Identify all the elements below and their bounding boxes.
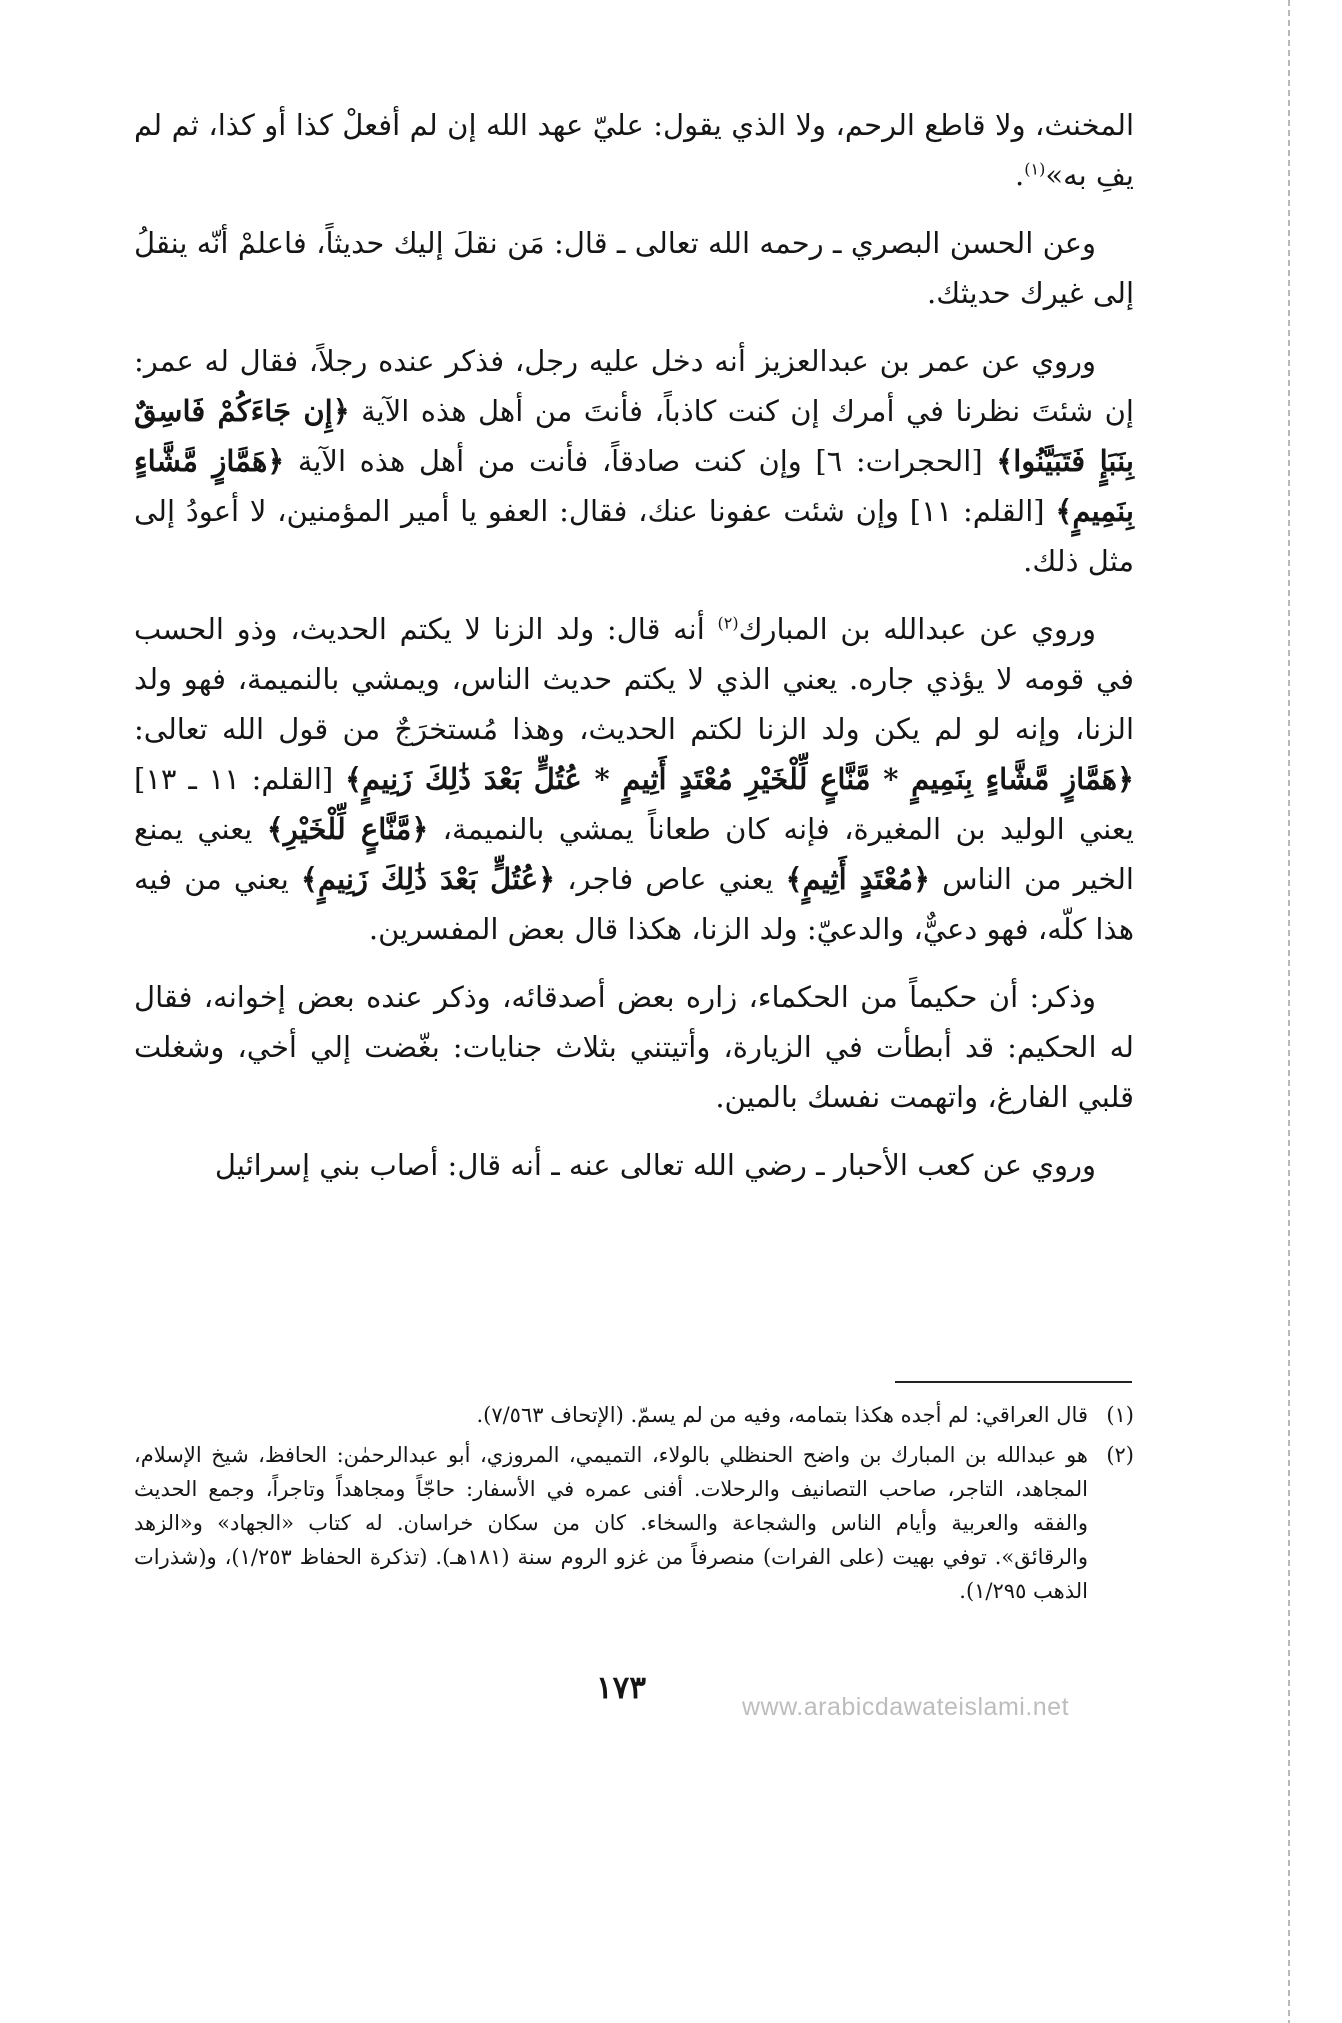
quran-verse: ﴿هَمَّازٍ مَّشَّاءٍ بِنَمِيمٍ﴾ bbox=[134, 444, 1134, 528]
paragraph-text: [الحجرات: ٦] وإن كنت صادقاً، فأنت من أهل هذه الآية bbox=[284, 444, 997, 478]
paragraph-text: وذكر: أن حكيماً من الحكماء، زاره بعض أصدقائه، وذكر عنده بعض إخوانه، فقال له الحكيم: قد أبطأت في الزيارة، وأتيتني بثلاث جنايات: بغّضت إلي أخي، وشغلت قلبي الفارغ، واتهمت نفسك بالمين. bbox=[134, 980, 1134, 1114]
paragraph-text: وروي عن عمر بن عبدالعزيز أنه دخل عليه رجل، فذكر عنده رجلاً، فقال له عمر: إن شئتَ نظرنا في أمرك إن كنت كاذباً، فأنتَ من أهل هذه الآية bbox=[134, 344, 1134, 428]
paragraph bbox=[134, 604, 1134, 954]
footnote-1 bbox=[134, 1398, 1134, 1432]
main-text-body bbox=[134, 100, 1134, 1208]
quran-verse: ﴿مَّنَّاعٍ لِّلْخَيْرِ﴾ bbox=[266, 812, 429, 846]
quran-verse: ﴿عُتُلٍّ بَعْدَ ذَٰلِكَ زَنِيمٍ﴾ bbox=[300, 862, 556, 896]
paragraph-text: وروي عن كعب الأحبار ـ رضي الله تعالى عنه ـ أنه قال: أصاب بني إسرائيل bbox=[214, 1148, 1096, 1182]
paragraph-text: [القلم: ١١] وإن شئت عفونا عنك، فقال: العفو يا أمير المؤمنين، لا أعودُ إلى مثل ذلك. bbox=[134, 494, 1134, 578]
footnote-marker: (١) bbox=[1024, 159, 1046, 179]
footnote-text: قال العراقي: لم أجده هكذا بتمامه، وفيه من لم يسمّ. (الإتحاف ٧/٥٦٣). bbox=[476, 1403, 1088, 1427]
footnotes-section bbox=[134, 1398, 1134, 1614]
page-number: ١٧٣ bbox=[596, 1670, 646, 1706]
quran-verse: ﴿هَمَّازٍ مَّشَّاءٍ بِنَمِيمٍ * مَّنَّاعٍ لِّلْخَيْرِ مُعْتَدٍ أَثِيمٍ * عُتُلٍّ بَعْدَ ذَٰلِكَ زَنِيمٍ﴾ bbox=[345, 762, 1134, 796]
paragraph-text: المخنث، ولا قاطع الرحم، ولا الذي يقول: عليّ عهد الله إن لم أفعلْ كذا أو كذا، ثم لم يفِ به» bbox=[134, 108, 1134, 192]
quran-verse: ﴿إِن جَاءَكُمْ فَاسِقٌ بِنَبَإٍ فَتَبَيَّنُوا﴾ bbox=[134, 394, 1135, 478]
paragraph-text: . bbox=[1015, 158, 1025, 192]
paragraph-text: يعني من فيه هذا كلّه، فهو دعيٌّ، والدعيّ: ولد الزنا، هكذا قال بعض المفسرين. bbox=[134, 862, 1134, 946]
footnote-separator bbox=[895, 1381, 1132, 1383]
paragraph bbox=[134, 336, 1134, 586]
paragraph-text: [القلم: ١١ ـ ١٣] يعني الوليد بن المغيرة، فإنه كان طعاناً يمشي بالنميمة، bbox=[134, 762, 1134, 846]
quran-verse: ﴿مُعْتَدٍ أَثِيمٍ﴾ bbox=[785, 862, 931, 896]
paragraph bbox=[134, 100, 1134, 200]
page-edge-line bbox=[1288, 0, 1290, 2023]
paragraph bbox=[134, 218, 1134, 318]
paragraph bbox=[134, 1140, 1134, 1190]
paragraph-text: أنه قال: ولد الزنا لا يكتم الحديث، وذو الحسب في قومه لا يؤذي جاره. يعني الذي لا يكتم حديث الناس، ويمشي بالنميمة، فهو ولد الزنا، وإنه لو لم يكن ولد الزنا لكتم الحديث، وهذا مُستخرَجٌ من قول الله تعالى: bbox=[134, 612, 1134, 746]
watermark-url: www.arabicdawateislami.net bbox=[742, 1693, 1070, 1721]
paragraph-text: وعن الحسن البصري ـ رحمه الله تعالى ـ قال: مَن نقلَ إليك حديثاً، فاعلمْ أنّه ينقلُ إلى غيرك حديثك. bbox=[134, 226, 1134, 310]
footnote-number: (١) bbox=[1106, 1403, 1134, 1427]
footnote-number: (٢) bbox=[1106, 1443, 1134, 1467]
paragraph-text: يعني يمنع الخير من الناس bbox=[134, 812, 1134, 896]
paragraph-text: يعني عاص فاجر، bbox=[555, 862, 786, 896]
footnote-text: هو عبدالله بن المبارك بن واضح الحنظلي بالولاء، التميمي، المروزي، أبو عبدالرحمٰن: الحافظ، شيخ الإسلام، المجاهد، التاجر، صاحب التصانيف والرحلات. أفنى عمره في الأسفار: حاجّاً ومجاهداً وتاجراً، وجمع الحديث والفقه والعربية وأيام الناس والشجاعة والسخاء. كان من سكان خراسان. له كتاب «الجهاد» و«الزهد والرقائق». توفي بهيت (على الفرات) منصرفاً من غزو الروم سنة (١٨١هـ). (تذكرة الحفاظ ١/٢٥٣)، و(شذرات الذهب ١/٢٩٥). bbox=[134, 1443, 1089, 1603]
paragraph bbox=[134, 972, 1134, 1122]
footnote-2 bbox=[134, 1438, 1134, 1608]
footnote-marker: (٢) bbox=[717, 613, 739, 633]
paragraph-text: وروي عن عبدالله بن المبارك bbox=[738, 612, 1096, 646]
